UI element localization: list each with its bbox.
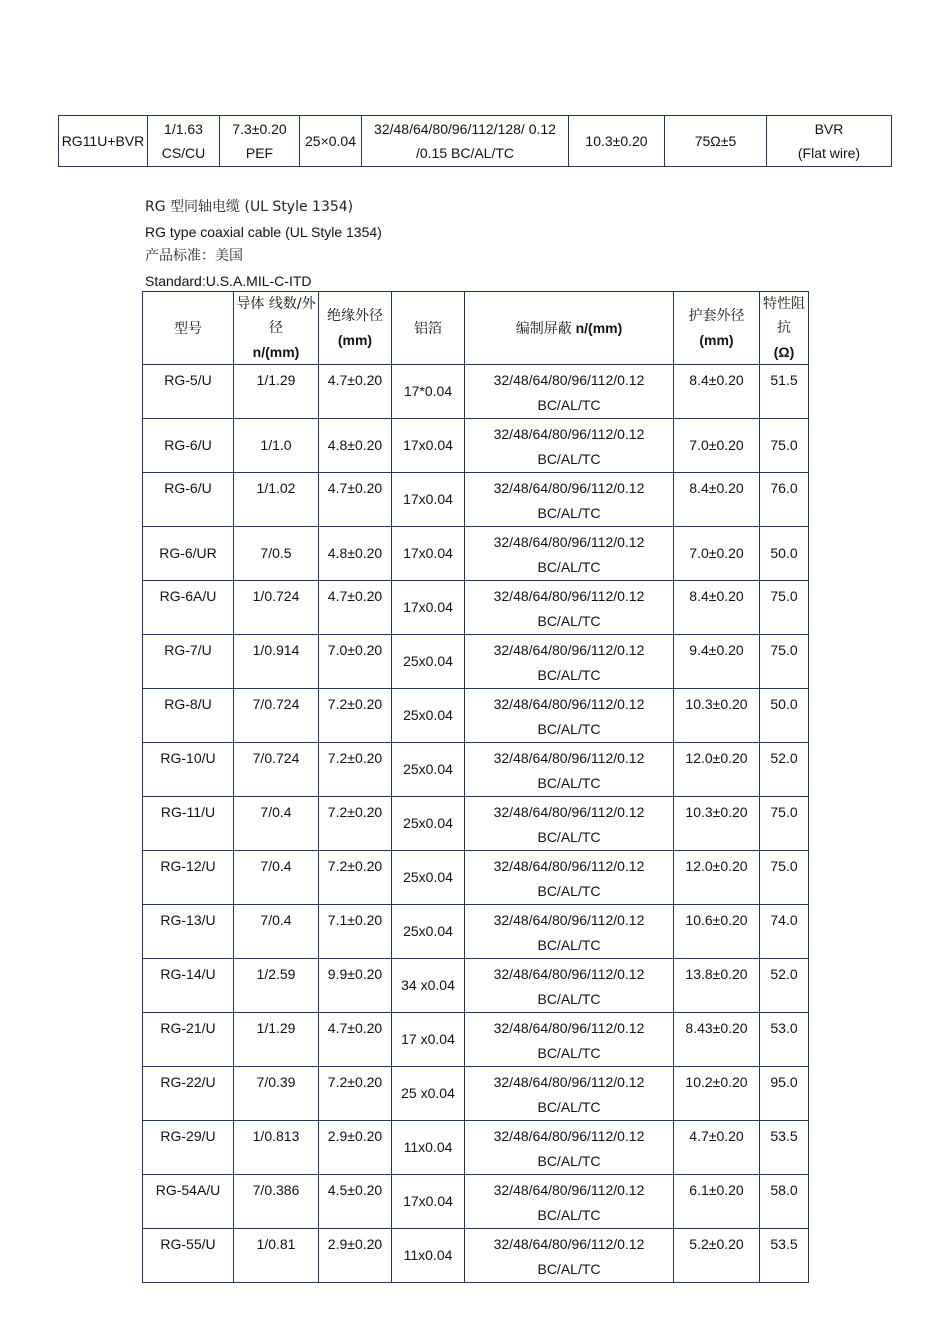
conductor-cell: 7/0.724	[234, 689, 319, 743]
model-cell: RG-6/UR	[143, 527, 234, 581]
section-title-cn: RG 型同轴电缆 (UL Style 1354)	[145, 199, 354, 215]
jacket-cell: 9.4±0.20	[674, 635, 760, 689]
impedance-cell: 50.0	[760, 689, 809, 743]
table-row	[143, 419, 809, 473]
header-impedance: 特性阻抗 (Ω)	[760, 292, 809, 365]
impedance-cell: 52.0	[760, 743, 809, 797]
table-row	[143, 1013, 809, 1067]
braid-cell: 32/48/64/80/96/112/0.12 BC/AL/TC	[465, 1067, 674, 1121]
conductor-cell: 1/1.02	[234, 473, 319, 527]
header-insulation: 绝缘外径 (mm)	[319, 292, 392, 365]
conductor-cell: 1/1.63 CS/CU	[148, 116, 220, 167]
impedance-cell: 75.0	[760, 797, 809, 851]
header-conductor: 导体 线数/外径 n/(mm)	[234, 292, 319, 365]
table-row	[143, 851, 809, 905]
model-cell: RG-10/U	[143, 743, 234, 797]
table-row	[143, 527, 809, 581]
model-cell: RG-12/U	[143, 851, 234, 905]
braid-cell: 32/48/64/80/96/112/0.12 BC/AL/TC	[465, 527, 674, 581]
table-row	[143, 689, 809, 743]
jacket-cell: 8.4±0.20	[674, 581, 760, 635]
insulation-cell: 2.9±0.20	[319, 1229, 392, 1283]
jacket-cell: 5.2±0.20	[674, 1229, 760, 1283]
foil-cell: 17x0.04	[392, 581, 465, 635]
insulation-cell: 9.9±0.20	[319, 959, 392, 1013]
table-body	[143, 365, 809, 1283]
model-cell: RG-7/U	[143, 635, 234, 689]
continuation-table	[58, 115, 892, 167]
model-cell: RG-6A/U	[143, 581, 234, 635]
impedance-cell: 58.0	[760, 1175, 809, 1229]
impedance-cell: 74.0	[760, 905, 809, 959]
insulation-cell: 7.2±0.20	[319, 851, 392, 905]
jacket-cell: 8.4±0.20	[674, 473, 760, 527]
insulation-cell: 4.5±0.20	[319, 1175, 392, 1229]
model-cell: RG-6/U	[143, 419, 234, 473]
foil-cell: 11x0.04	[392, 1121, 465, 1175]
conductor-cell: 1/0.81	[234, 1229, 319, 1283]
braid-cell: 32/48/64/80/96/112/0.12 BC/AL/TC	[465, 635, 674, 689]
conductor-cell: 1/0.724	[234, 581, 319, 635]
conductor-cell: 1/0.813	[234, 1121, 319, 1175]
standard-en: Standard:U.S.A.MIL-C-ITD	[145, 273, 312, 289]
foil-cell: 25×0.04	[300, 116, 362, 167]
conductor-cell: 1/1.29	[234, 365, 319, 419]
model-cell: RG-6/U	[143, 473, 234, 527]
jacket-cell: 10.3±0.20	[674, 797, 760, 851]
table-row	[143, 959, 809, 1013]
impedance-cell: 75.0	[760, 581, 809, 635]
model-cell: RG-8/U	[143, 689, 234, 743]
conductor-cell: 1/1.29	[234, 1013, 319, 1067]
foil-cell: 17x0.04	[392, 473, 465, 527]
model-cell: RG-5/U	[143, 365, 234, 419]
conductor-cell: 1/1.0	[234, 419, 319, 473]
braid-cell: 32/48/64/80/96/112/0.12 BC/AL/TC	[465, 419, 674, 473]
table-row	[143, 1067, 809, 1121]
model-cell: RG-11/U	[143, 797, 234, 851]
braid-cell: 32/48/64/80/96/112/0.12 BC/AL/TC	[465, 743, 674, 797]
insulation-cell: 4.7±0.20	[319, 1013, 392, 1067]
conductor-cell: 7/0.4	[234, 905, 319, 959]
jacket-cell: 10.3±0.20	[674, 689, 760, 743]
model-cell: RG-29/U	[143, 1121, 234, 1175]
foil-cell: 25x0.04	[392, 635, 465, 689]
braid-cell: 32/48/64/80/96/112/0.12 BC/AL/TC	[465, 689, 674, 743]
jacket-cell: 10.6±0.20	[674, 905, 760, 959]
impedance-cell: 51.5	[760, 365, 809, 419]
conductor-cell: 1/0.914	[234, 635, 319, 689]
conductor-cell: 7/0.4	[234, 851, 319, 905]
jacket-cell: 6.1±0.20	[674, 1175, 760, 1229]
braid-cell: 32/48/64/80/96/112/0.12 BC/AL/TC	[465, 581, 674, 635]
table-row	[143, 635, 809, 689]
conductor-cell: 7/0.386	[234, 1175, 319, 1229]
header-braid: 编制屏蔽 n/(mm)	[465, 292, 674, 365]
insulation-cell: 4.8±0.20	[319, 527, 392, 581]
table-row	[143, 1175, 809, 1229]
insulation-cell: 7.1±0.20	[319, 905, 392, 959]
table-row	[143, 1229, 809, 1283]
table-row	[143, 473, 809, 527]
foil-cell: 25 x0.04	[392, 1067, 465, 1121]
section-title-en: RG type coaxial cable (UL Style 1354)	[145, 224, 382, 240]
foil-cell: 25x0.04	[392, 689, 465, 743]
braid-cell: 32/48/64/80/96/112/0.12 BC/AL/TC	[465, 959, 674, 1013]
conductor-cell: 7/0.39	[234, 1067, 319, 1121]
braid-cell: 32/48/64/80/96/112/0.12 BC/AL/TC	[465, 1229, 674, 1283]
header-model: 型号	[143, 292, 234, 365]
foil-cell: 25x0.04	[392, 851, 465, 905]
braid-cell: 32/48/64/80/96/112/128/ 0.12 /0.15 BC/AL/TC	[362, 116, 569, 167]
conductor-cell: 1/2.59	[234, 959, 319, 1013]
foil-cell: 17x0.04	[392, 527, 465, 581]
insulation-cell: 7.3±0.20 PEF	[220, 116, 300, 167]
table-row	[143, 905, 809, 959]
jacket-cell: 8.4±0.20	[674, 365, 760, 419]
model-cell: RG-13/U	[143, 905, 234, 959]
braid-cell: 32/48/64/80/96/112/0.12 BC/AL/TC	[465, 1013, 674, 1067]
jacket-cell: 12.0±0.20	[674, 743, 760, 797]
model-cell: RG-14/U	[143, 959, 234, 1013]
insulation-cell: 4.7±0.20	[319, 581, 392, 635]
foil-cell: 25x0.04	[392, 743, 465, 797]
insulation-cell: 2.9±0.20	[319, 1121, 392, 1175]
jacket-cell: 7.0±0.20	[674, 527, 760, 581]
model-cell: RG-55/U	[143, 1229, 234, 1283]
braid-cell: 32/48/64/80/96/112/0.12 BC/AL/TC	[465, 905, 674, 959]
header-row	[143, 292, 809, 365]
model-cell: RG-22/U	[143, 1067, 234, 1121]
jacket-cell: 4.7±0.20	[674, 1121, 760, 1175]
jacket-cell: 10.2±0.20	[674, 1067, 760, 1121]
insulation-cell: 4.7±0.20	[319, 473, 392, 527]
jacket-cell: 13.8±0.20	[674, 959, 760, 1013]
foil-cell: 25x0.04	[392, 797, 465, 851]
braid-cell: 32/48/64/80/96/112/0.12 BC/AL/TC	[465, 797, 674, 851]
conductor-cell: 7/0.724	[234, 743, 319, 797]
impedance-cell: 75.0	[760, 419, 809, 473]
model-cell: RG-21/U	[143, 1013, 234, 1067]
insulation-cell: 7.2±0.20	[319, 689, 392, 743]
standard-cn: 产品标准：美国	[145, 248, 243, 264]
foil-cell: 17x0.04	[392, 1175, 465, 1229]
impedance-cell: 75.0	[760, 635, 809, 689]
insulation-cell: 7.2±0.20	[319, 1067, 392, 1121]
jacket-cell: 8.43±0.20	[674, 1013, 760, 1067]
insulation-cell: 4.8±0.20	[319, 419, 392, 473]
impedance-cell: 95.0	[760, 1067, 809, 1121]
foil-cell: 34 x0.04	[392, 959, 465, 1013]
jacket-cell: 12.0±0.20	[674, 851, 760, 905]
braid-cell: 32/48/64/80/96/112/0.12 BC/AL/TC	[465, 851, 674, 905]
conductor-cell: 7/0.5	[234, 527, 319, 581]
impedance-cell: 75Ω±5	[665, 116, 767, 167]
braid-cell: 32/48/64/80/96/112/0.12 BC/AL/TC	[465, 1175, 674, 1229]
table-row	[143, 743, 809, 797]
foil-cell: 17 x0.04	[392, 1013, 465, 1067]
insulation-cell: 7.2±0.20	[319, 743, 392, 797]
conductor-cell: 7/0.4	[234, 797, 319, 851]
impedance-cell: 53.5	[760, 1121, 809, 1175]
foil-cell: 25x0.04	[392, 905, 465, 959]
impedance-cell: 53.0	[760, 1013, 809, 1067]
table-row	[59, 116, 892, 167]
impedance-cell: 75.0	[760, 851, 809, 905]
model-cell: RG11U+BVR	[59, 116, 148, 167]
impedance-cell: 52.0	[760, 959, 809, 1013]
header-jacket: 护套外径 (mm)	[674, 292, 760, 365]
model-cell: RG-54A/U	[143, 1175, 234, 1229]
header-foil: 铝箔	[392, 292, 465, 365]
table-row	[143, 365, 809, 419]
insulation-cell: 4.7±0.20	[319, 365, 392, 419]
table-row	[143, 1121, 809, 1175]
insulation-cell: 7.2±0.20	[319, 797, 392, 851]
extra-cell: BVR (Flat wire)	[767, 116, 892, 167]
braid-cell: 32/48/64/80/96/112/0.12 BC/AL/TC	[465, 1121, 674, 1175]
foil-cell: 11x0.04	[392, 1229, 465, 1283]
braid-cell: 32/48/64/80/96/112/0.12 BC/AL/TC	[465, 365, 674, 419]
table-row	[143, 581, 809, 635]
foil-cell: 17x0.04	[392, 419, 465, 473]
table-row	[143, 797, 809, 851]
impedance-cell: 50.0	[760, 527, 809, 581]
impedance-cell: 53.5	[760, 1229, 809, 1283]
rg-cable-table	[142, 291, 809, 1283]
jacket-cell: 10.3±0.20	[569, 116, 665, 167]
foil-cell: 17*0.04	[392, 365, 465, 419]
braid-cell: 32/48/64/80/96/112/0.12 BC/AL/TC	[465, 473, 674, 527]
impedance-cell: 76.0	[760, 473, 809, 527]
insulation-cell: 7.0±0.20	[319, 635, 392, 689]
jacket-cell: 7.0±0.20	[674, 419, 760, 473]
